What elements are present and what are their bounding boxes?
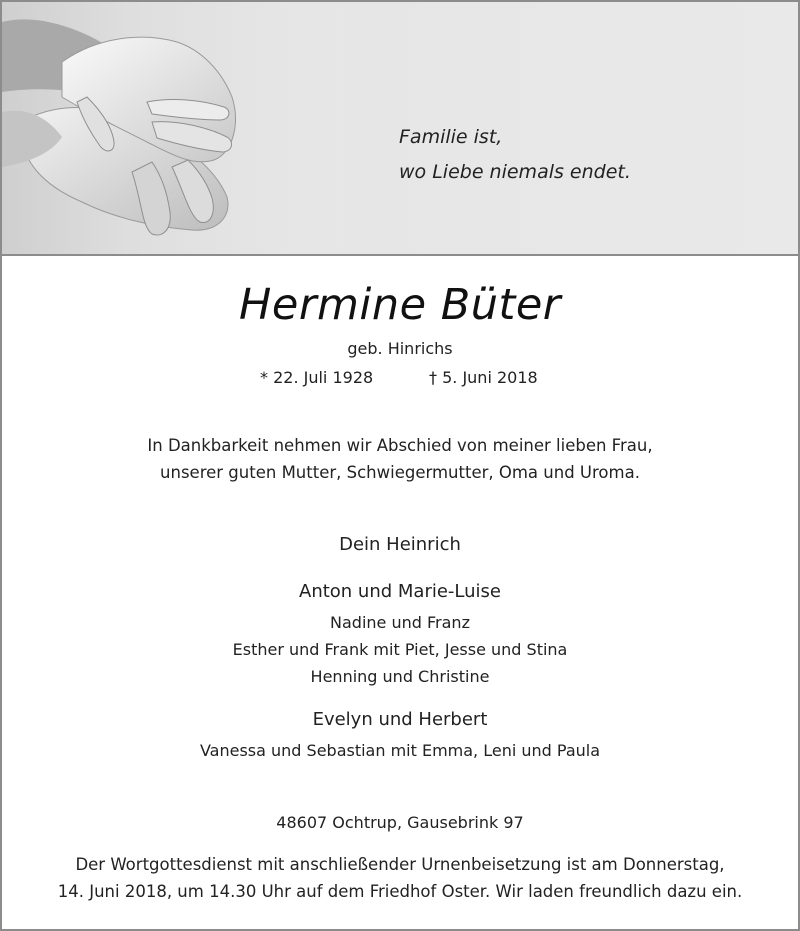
mourner-line: Esther und Frank mit Piet, Jesse und Stina xyxy=(232,640,568,659)
mourner-line: Nadine und Franz xyxy=(330,613,470,632)
mourner-family-2: Evelyn und Herbert xyxy=(312,709,488,730)
birth-name: geb. Hinrichs xyxy=(347,339,453,358)
service-line: Der Wortgottesdienst mit anschließender Urnenbeisetzung ist am Donnerstag, xyxy=(75,855,725,874)
deceased-name: Hermine Büter xyxy=(239,280,561,330)
mourner-family-2-members xyxy=(2,737,798,764)
header-image-area xyxy=(2,2,798,256)
mourner-family-1: Anton und Marie-Luise xyxy=(299,581,501,602)
service-info xyxy=(2,851,798,905)
address: 48607 Ochtrup, Gausebrink 97 xyxy=(276,813,524,832)
farewell-line: In Dankbarkeit nehmen wir Abschied von meiner lieben Frau, xyxy=(147,436,653,455)
mourner-line: Vanessa und Sebastian mit Emma, Leni und Paula xyxy=(199,741,601,760)
header-quote xyxy=(399,120,631,190)
quote-line: wo Liebe niemals endet. xyxy=(399,161,631,183)
mourner-family-1-members xyxy=(2,609,798,690)
mourner-line: Henning und Christine xyxy=(310,667,490,686)
death-date: † 5. Juni 2018 xyxy=(429,368,538,387)
quote-line: Familie ist, xyxy=(399,126,503,148)
farewell-line: unserer guten Mutter, Schwiegermutter, Oma und Uroma. xyxy=(160,463,640,482)
farewell-text xyxy=(2,432,798,486)
mourner-spouse: Dein Heinrich xyxy=(339,534,461,555)
birth-date: * 22. Juli 1928 xyxy=(260,368,374,387)
service-line: 14. Juni 2018, um 14.30 Uhr auf dem Friedhof Oster. Wir laden freundlich dazu ein. xyxy=(57,882,743,901)
